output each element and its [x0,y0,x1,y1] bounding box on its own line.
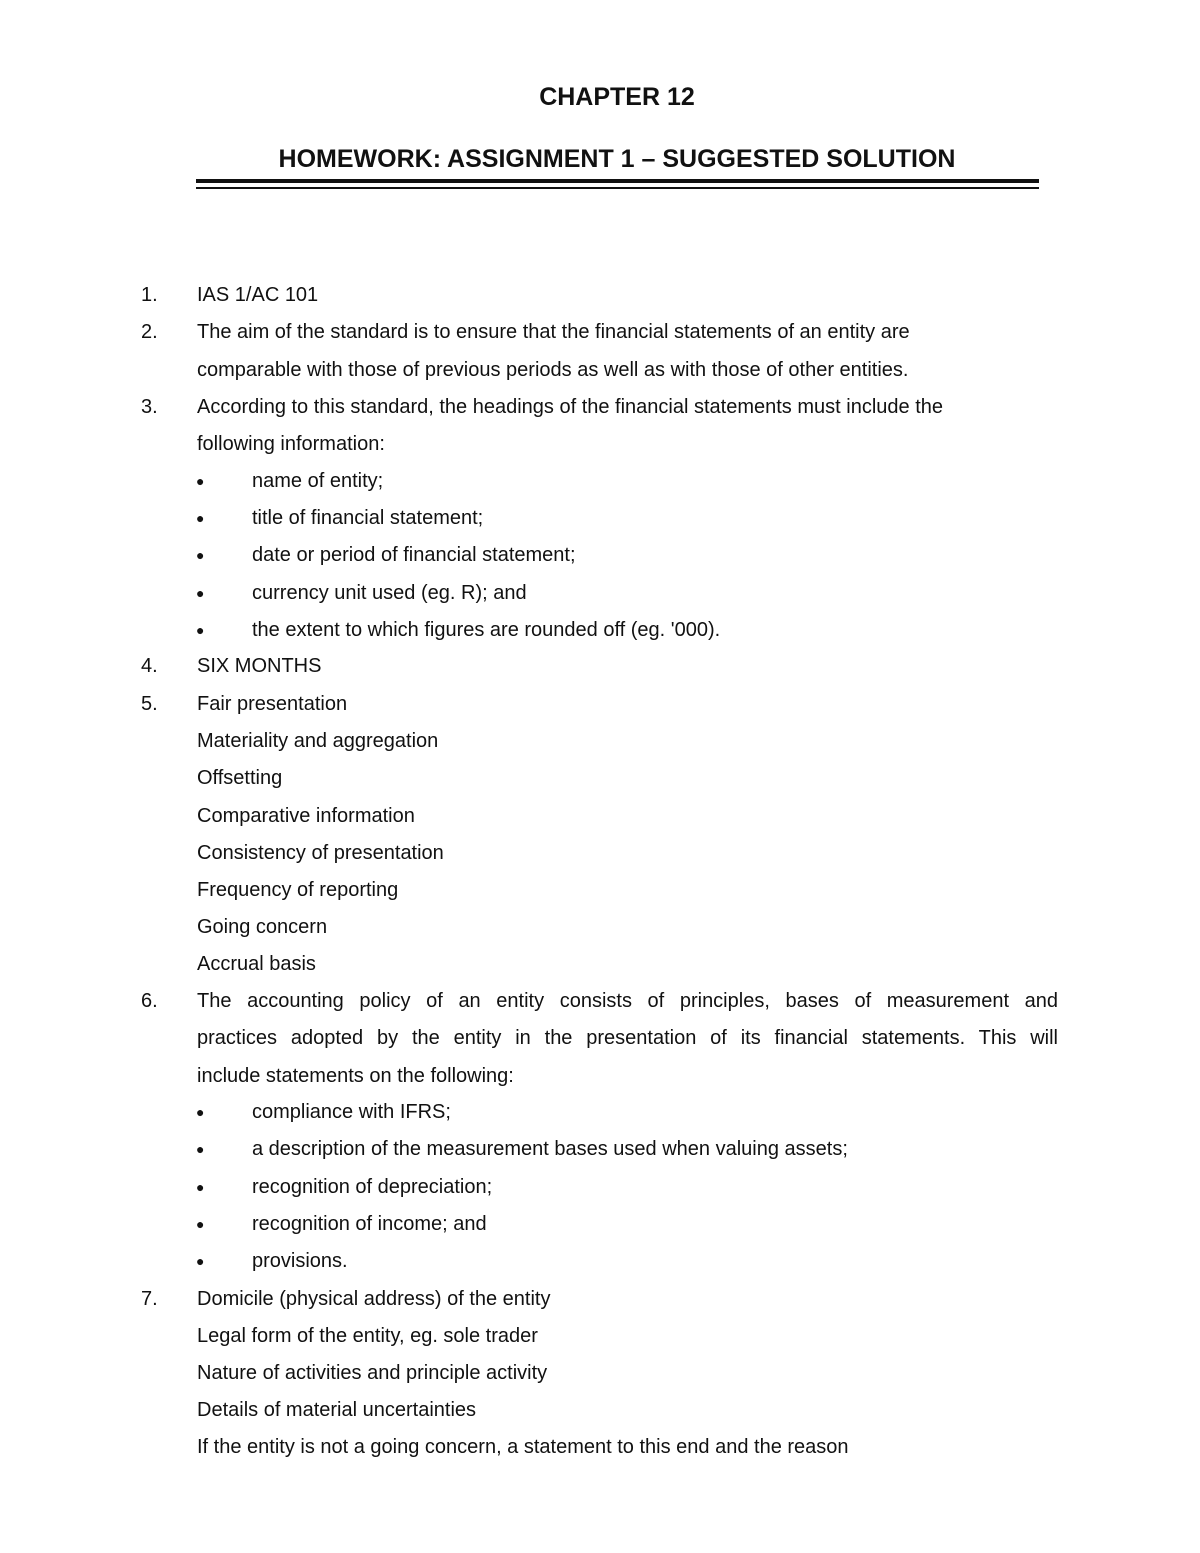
bullet-text: provisions. [252,1250,348,1272]
bullet-text: currency unit used (eg. R); and [252,582,527,604]
item-text: Going concern [197,916,328,938]
item-text: practices adopted by the entity in the presentation of its financial statements. This will [197,1027,1058,1049]
assignment-title: HOMEWORK: ASSIGNMENT 1 – SUGGESTED SOLUTION [278,145,956,173]
bullet-icon: ● [196,622,205,638]
item-number: 7. [141,1288,158,1310]
item-text: Nature of activities and principle activity [197,1362,548,1384]
bullet-text: date or period of financial statement; [252,544,576,566]
bullet-text: a description of the measurement bases used when valuing assets; [252,1138,848,1160]
item-text: include statements on the following: [197,1065,514,1087]
item-text: Fair presentation [197,693,348,715]
bullet-text: title of financial statement; [252,507,484,529]
bullet-icon: ● [196,1104,205,1120]
item-text: Frequency of reporting [197,879,399,901]
bullet-icon: ● [196,547,205,563]
title-rule-thick [196,179,1039,183]
item-text: Comparative information [197,805,415,827]
bullet-icon: ● [196,585,205,601]
bullet-text: compliance with IFRS; [252,1101,451,1123]
bullet-text: recognition of income; and [252,1213,487,1235]
item-text: IAS 1/AC 101 [197,284,319,306]
bullet-icon: ● [196,1253,205,1269]
item-text: Details of material uncertainties [197,1399,477,1421]
item-number: 4. [141,655,158,677]
item-text: Domicile (physical address) of the entity [197,1288,551,1310]
item-text: SIX MONTHS [197,655,322,677]
chapter-heading: CHAPTER 12 [539,83,695,111]
item-text: following information: [197,433,385,455]
bullet-icon: ● [196,1179,205,1195]
item-text: Consistency of presentation [197,842,444,864]
item-number: 2. [141,321,158,343]
title-rule-thin [196,187,1039,189]
item-number: 1. [141,284,158,306]
item-text: Materiality and aggregation [197,730,439,752]
item-text: Offsetting [197,767,283,789]
item-text: Accrual basis [197,953,316,975]
item-text: If the entity is not a going concern, a statement to this end and the reason [197,1436,849,1458]
item-text: The accounting policy of an entity consists of principles, bases of measurement and [197,990,1058,1012]
bullet-text: the extent to which figures are rounded off (eg. '000). [252,619,721,641]
bullet-icon: ● [196,473,205,489]
bullet-icon: ● [196,1216,205,1232]
item-text: According to this standard, the headings of the financial statements must include the [197,396,943,418]
item-text: comparable with those of previous periods as well as with those of other entities. [197,359,909,381]
bullet-icon: ● [196,1141,205,1157]
item-text: The aim of the standard is to ensure that the financial statements of an entity are [197,321,910,343]
bullet-text: name of entity; [252,470,384,492]
item-number: 5. [141,693,158,715]
bullet-icon: ● [196,510,205,526]
item-number: 3. [141,396,158,418]
bullet-text: recognition of depreciation; [252,1176,493,1198]
item-number: 6. [141,990,158,1012]
item-text: Legal form of the entity, eg. sole trader [197,1325,538,1347]
